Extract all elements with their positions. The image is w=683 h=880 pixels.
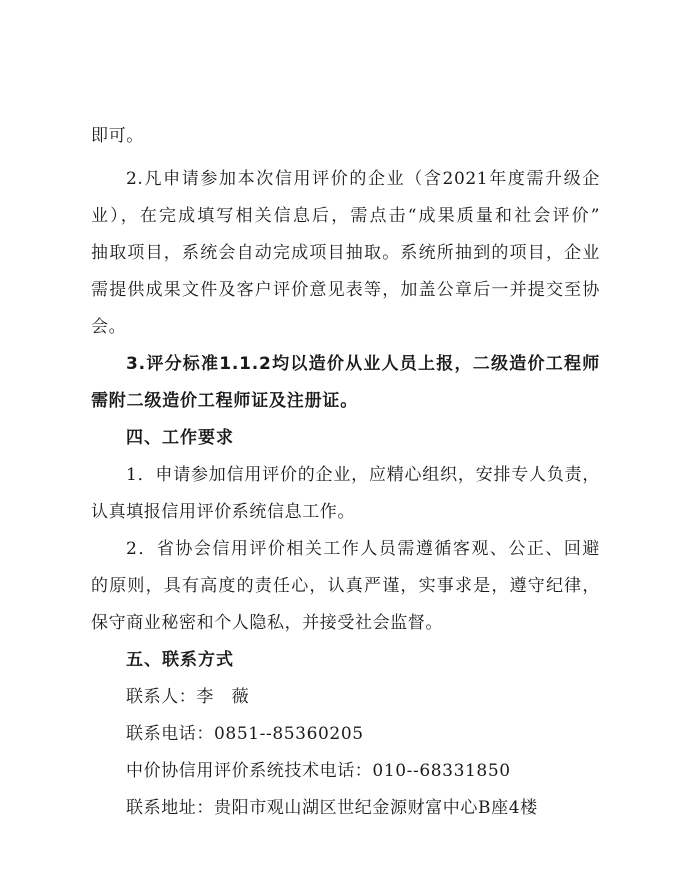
section-four-heading: 四、工作要求	[126, 428, 234, 448]
s4-item2-line1: 2．省协会信用评价相关工作人员需遵循客观、公正、回避	[126, 539, 600, 559]
item3-line1: 3.评分标准1.1.2均以造价从业人员上报，二级造价工程师	[126, 354, 600, 374]
continuation-text: 即可。	[91, 126, 144, 146]
s4-item2-line3: 保守商业秘密和个人隐私，并接受社会监督。	[91, 613, 443, 633]
s4-item1-line2: 认真填报信用评价系统信息工作。	[91, 502, 355, 522]
item2-line2: 业），在完成填写相关信息后，需点击“成果质量和社会评价”	[91, 206, 600, 226]
s4-item1-line1: 1．申请参加信用评价的企业，应精心组织，安排专人负责，	[126, 465, 600, 485]
contact-phone: 联系电话：0851--85360205	[126, 724, 364, 744]
item2-line1: 2.凡申请参加本次信用评价的企业（含2021年度需升级企	[126, 169, 600, 189]
contact-person: 联系人：李 薇	[126, 687, 250, 707]
item2-line3: 抽取项目，系统会自动完成项目抽取。系统所抽到的项目，企业	[91, 243, 600, 263]
section-five-heading: 五、联系方式	[126, 650, 234, 670]
item2-line5: 会。	[91, 317, 127, 337]
contact-address: 联系地址：贵阳市观山湖区世纪金源财富中心B座4楼	[126, 798, 538, 818]
item2-line4: 需提供成果文件及客户评价意见表等，加盖公章后一并提交至协	[91, 280, 600, 300]
s4-item2-line2: 的原则，具有高度的责任心，认真严谨，实事求是，遵守纪律，	[91, 576, 600, 596]
tech-phone: 中价协信用评价系统技术电话：010--68331850	[126, 761, 511, 781]
item3-line2: 需附二级造价工程师证及注册证。	[91, 391, 358, 411]
